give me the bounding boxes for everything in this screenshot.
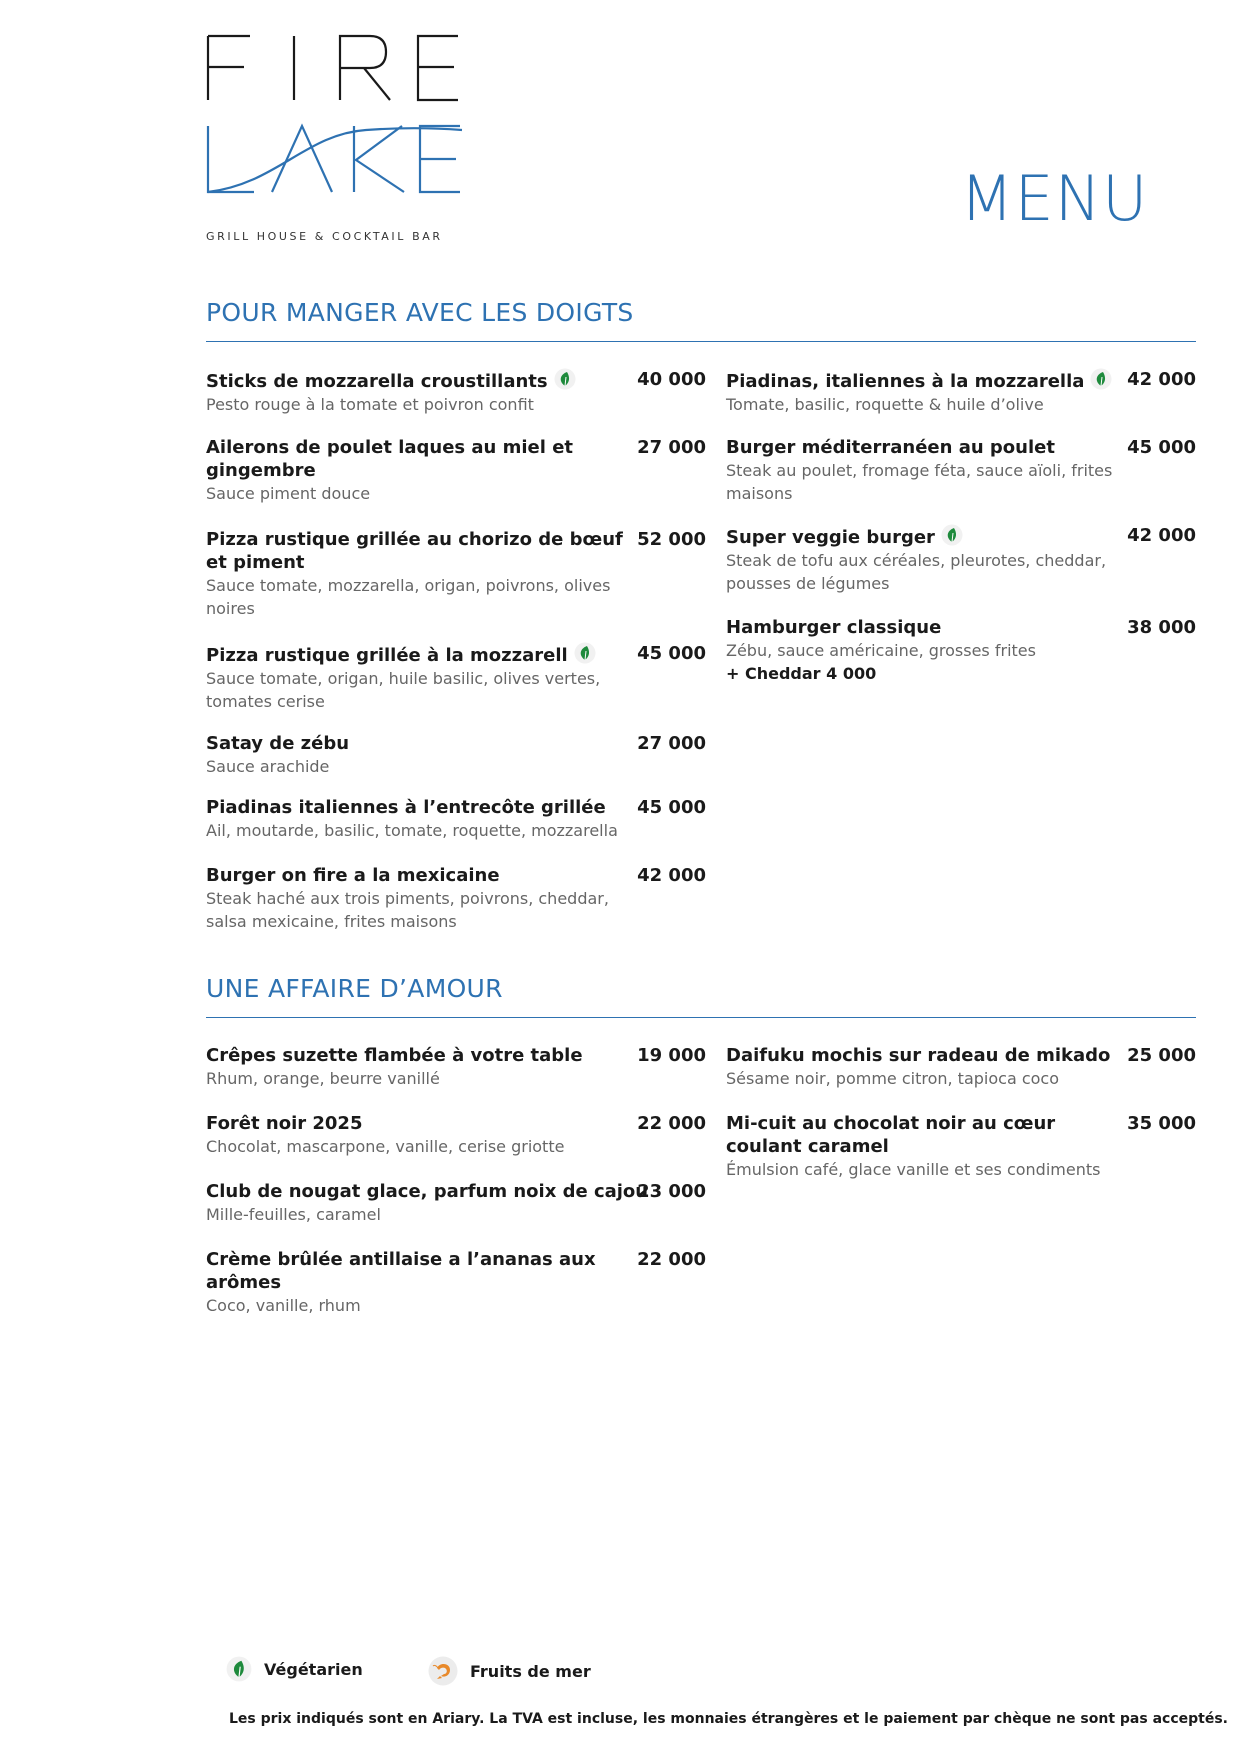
shrimp-icon — [428, 1656, 458, 1686]
item-name: Super veggie burger — [726, 524, 1196, 549]
item-name: Sticks de mozzarella croustillants — [206, 368, 706, 393]
menu-title: MENU — [960, 162, 1149, 235]
brand-tagline: GRILL HOUSE & COCKTAIL BAR — [206, 230, 443, 243]
vegetarian-icon — [226, 1656, 252, 1682]
item-name: Forêt noir 2025 — [206, 1113, 363, 1134]
item-price: 25 000 — [1127, 1045, 1196, 1066]
item-name: Crêpes suzette flambée à votre table — [206, 1045, 583, 1066]
item-price: 23 000 — [637, 1181, 706, 1202]
item-name: Piadinas italiennes à l’entrecôte grillée — [206, 797, 606, 818]
item-name: Burger méditerranéen au poulet — [726, 437, 1055, 458]
section-title-dessert: UNE AFFAIRE D’AMOUR — [206, 974, 503, 1003]
item-description: Rhum, orange, beurre vanillé — [206, 1069, 440, 1088]
item-price: 42 000 — [1127, 525, 1196, 546]
item-name: Satay de zébu — [206, 733, 350, 754]
brand-logo — [206, 34, 464, 249]
legend-seafood-label: Fruits de mer — [470, 1661, 591, 1681]
item-description: Coco, vanille, rhum — [206, 1296, 361, 1315]
menu-item — [206, 1248, 706, 1317]
vegetarian-icon — [554, 368, 576, 390]
menu-item — [206, 436, 706, 505]
section-divider — [206, 1017, 1196, 1018]
footer-note: Les prix indiqués sont en Ariary. La TVA est incluse, les monnaies étrangères et le paiement par chèque ne sont pas acceptés. — [229, 1711, 1228, 1727]
item-description: Sauce piment douce — [206, 484, 371, 503]
item-description: Steak au poulet, fromage féta, sauce aïoli, frites maisons — [726, 461, 1113, 503]
menu-item — [206, 796, 706, 842]
item-name: Pizza rustique grillée au chorizo de bœuf et piment — [206, 529, 623, 573]
item-name: Mi-cuit au chocolat noir au cœur coulant caramel — [726, 1113, 1056, 1157]
menu-item — [206, 642, 706, 713]
item-description: Sauce arachide — [206, 757, 330, 776]
menu-item — [726, 1112, 1196, 1181]
item-name: Hamburger classique — [726, 617, 942, 638]
section-title-finger: POUR MANGER AVEC LES DOIGTS — [206, 298, 634, 327]
vegetarian-icon — [1090, 368, 1112, 390]
legend-vegetarian-label: Végétarien — [264, 1659, 363, 1679]
legend-seafood — [428, 1656, 591, 1686]
item-price: 45 000 — [637, 797, 706, 818]
item-price: 27 000 — [637, 437, 706, 458]
item-price: 40 000 — [637, 369, 706, 390]
logo-mark — [206, 34, 464, 224]
menu-item — [206, 528, 706, 620]
vegetarian-icon — [941, 524, 963, 546]
menu-item — [726, 616, 1196, 685]
item-price: 22 000 — [637, 1249, 706, 1270]
menu-item — [726, 1044, 1196, 1090]
menu-item — [726, 524, 1196, 595]
item-price: 22 000 — [637, 1113, 706, 1134]
menu-item — [206, 1180, 706, 1226]
item-description: Sauce tomate, mozzarella, origan, poivrons, olives noires — [206, 576, 611, 618]
vegetarian-icon — [574, 642, 596, 664]
item-name: Club de nougat glace, parfum noix de cajou — [206, 1181, 649, 1202]
menu-item — [206, 1044, 706, 1090]
item-description: Sauce tomate, origan, huile basilic, olives vertes, tomates cerise — [206, 669, 601, 711]
menu-item — [726, 368, 1196, 416]
menu-item — [726, 436, 1196, 505]
item-price: 35 000 — [1127, 1113, 1196, 1134]
item-price: 45 000 — [637, 643, 706, 664]
item-name: Burger on fire a la mexicaine — [206, 865, 500, 886]
item-description: Émulsion café, glace vanille et ses condiments — [726, 1160, 1101, 1179]
menu-item — [206, 1112, 706, 1158]
item-price: 42 000 — [637, 865, 706, 886]
item-description: Steak haché aux trois piments, poivrons, cheddar, salsa mexicaine, frites maisons — [206, 889, 609, 931]
item-description: Steak de tofu aux céréales, pleurotes, cheddar, pousses de légumes — [726, 551, 1107, 593]
item-price: 52 000 — [637, 529, 706, 550]
item-name: Ailerons de poulet laques au miel et gingembre — [206, 437, 574, 481]
item-name: Daifuku mochis sur radeau de mikado — [726, 1045, 1111, 1066]
item-name: Piadinas, italiennes à la mozzarella — [726, 368, 1196, 393]
item-name: Crème brûlée antillaise a l’ananas aux arômes — [206, 1249, 596, 1293]
item-description: Mille-feuilles, caramel — [206, 1205, 381, 1224]
menu-item — [206, 732, 706, 778]
item-price: 27 000 — [637, 733, 706, 754]
item-description: Sésame noir, pomme citron, tapioca coco — [726, 1069, 1059, 1088]
menu-item — [206, 368, 706, 416]
item-price: 45 000 — [1127, 437, 1196, 458]
legend-vegetarian — [226, 1656, 363, 1682]
item-description: Chocolat, mascarpone, vanille, cerise griotte — [206, 1137, 565, 1156]
item-extra-option: + Cheddar 4 000 — [726, 664, 877, 683]
item-description: Zébu, sauce américaine, grosses frites — [726, 641, 1036, 660]
section-divider — [206, 341, 1196, 342]
item-price: 42 000 — [1127, 369, 1196, 390]
item-description: Tomate, basilic, roquette & huile d’olive — [726, 395, 1044, 414]
item-description: Ail, moutarde, basilic, tomate, roquette, mozzarella — [206, 821, 618, 840]
item-description: Pesto rouge à la tomate et poivron confit — [206, 395, 534, 414]
item-name: Pizza rustique grillée à la mozzarell — [206, 642, 706, 667]
item-price: 19 000 — [637, 1045, 706, 1066]
item-price: 38 000 — [1127, 617, 1196, 638]
menu-item — [206, 864, 706, 933]
